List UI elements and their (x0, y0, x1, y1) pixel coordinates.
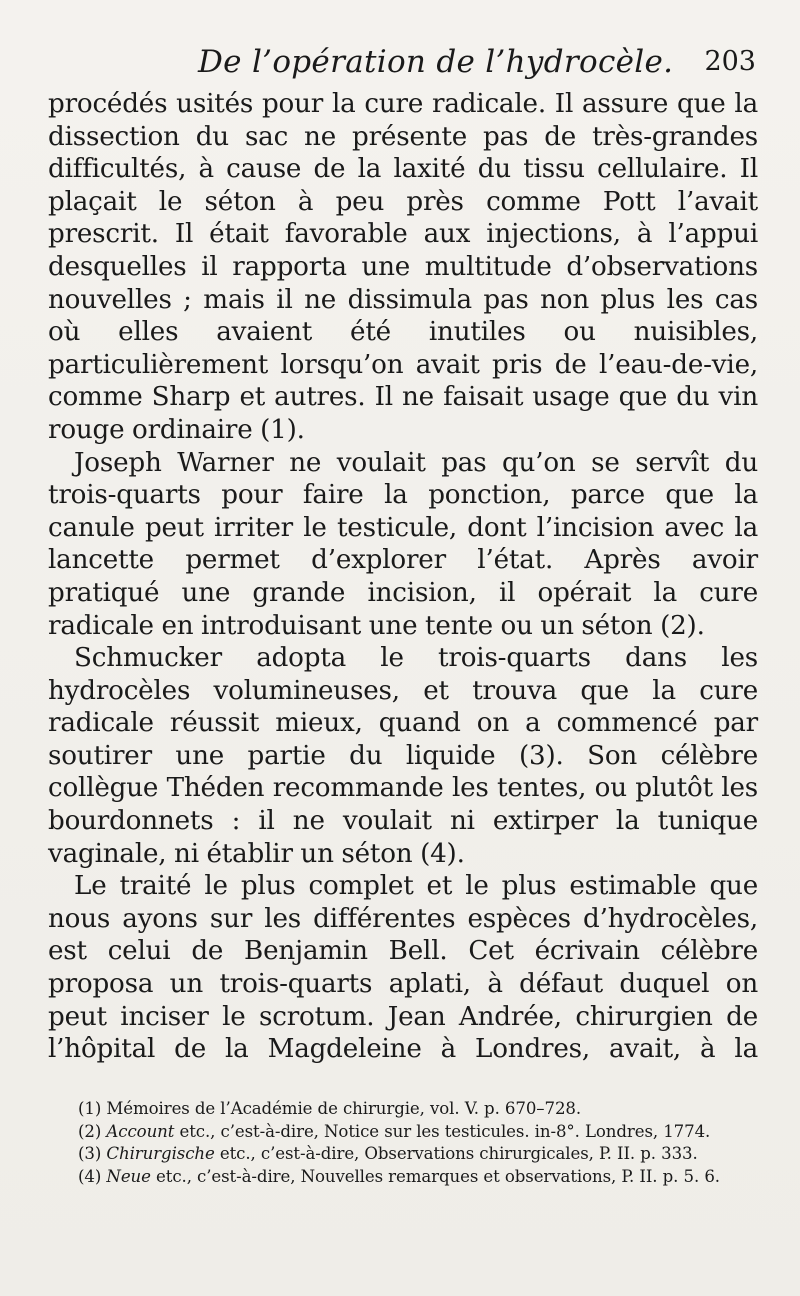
running-title: De l’opération de l’hydrocèle. (198, 44, 674, 80)
footnote-mark: (3) (78, 1144, 102, 1163)
paragraph-continued: procédés usités pour la cure radicale. Il assure que la dissection du sac ne présente pas de très-grandes difficultés, à cause de la laxité du tissu cellulaire. Il plaçait le séton à peu près comme Pott l’avait prescrit. Il était favorable aux injections, à l’appui desquelles il rapporta une multitude d’observations nouvelles ; mais il ne dissimula pas non plus les cas où elles avaient été inutiles ou nuisibles, particulièrement lorsqu’on avait pris de l’eau-de-vie, comme Sharp et autres. Il ne faisait usage que du vin rouge ordinaire (1). (48, 89, 758, 445)
paragraph-benjamin-bell: Le traité le plus complet et le plus estimable que nous ayons sur les différentes espèces d’hydrocèles, est celui de Benjamin Bell. Cet écrivain célèbre proposa un trois-quarts aplati, à défaut duquel on peut inciser le scrotum. Jean Andrée, chirurgien de l’hôpital de la Magdeleine à Londres, avait, à la (48, 871, 758, 1065)
footnote-2 (48, 1121, 758, 1144)
page-header (48, 38, 758, 88)
paragraph-joseph-warner: Joseph Warner ne voulait pas qu’on se servît du trois-quarts pour faire la ponction, parce que la canule peut irriter le testicule, dont l’incision avec la lancette permet d’explorer l’état. Après avoir pratiqué une grande incision, il opérait la cure radicale en introduisant une tente ou un séton (2). (48, 447, 758, 641)
footnote-italic-title: Neue (106, 1166, 151, 1186)
footnote-text: etc., c’est-à-dire, Observations chirurgicales, P. II. p. 333. (219, 1144, 698, 1163)
footnote-italic-title: Account (106, 1121, 175, 1141)
footnote-4 (48, 1166, 758, 1189)
page-number: 203 (704, 46, 756, 77)
footnote-italic-title: Chirurgische (106, 1144, 215, 1163)
paragraph-schmucker: Schmucker adopta le trois-quarts dans les hydrocèles volumineuses, et trouva que la cure radicale réussit mieux, quand on a commencé par soutirer une partie du liquide (3). Son célèbre collègue Théden recommande les tentes, ou plutôt les bourdonnets : il ne voulait ni extirper la tunique vaginale, ni établir un séton (4). (48, 643, 758, 869)
footnote-mark: (1) (78, 1099, 102, 1118)
footnote-3 (48, 1143, 758, 1166)
footnote-text: etc., c’est-à-dire, Notice sur les testicules. in-8°. Londres, 1774. (179, 1121, 711, 1141)
footnote-1 (48, 1098, 758, 1121)
footnote-mark: (2) (78, 1121, 102, 1141)
body-text (48, 88, 758, 1066)
footnote-mark: (4) (78, 1166, 102, 1186)
footnote-text: etc., c’est-à-dire, Nouvelles remarques et observations, P. II. p. 5. 6. (156, 1166, 720, 1186)
footnote-text: Mémoires de l’Académie de chirurgie, vol. V. p. 670–728. (106, 1099, 582, 1118)
footnotes (48, 1098, 758, 1188)
